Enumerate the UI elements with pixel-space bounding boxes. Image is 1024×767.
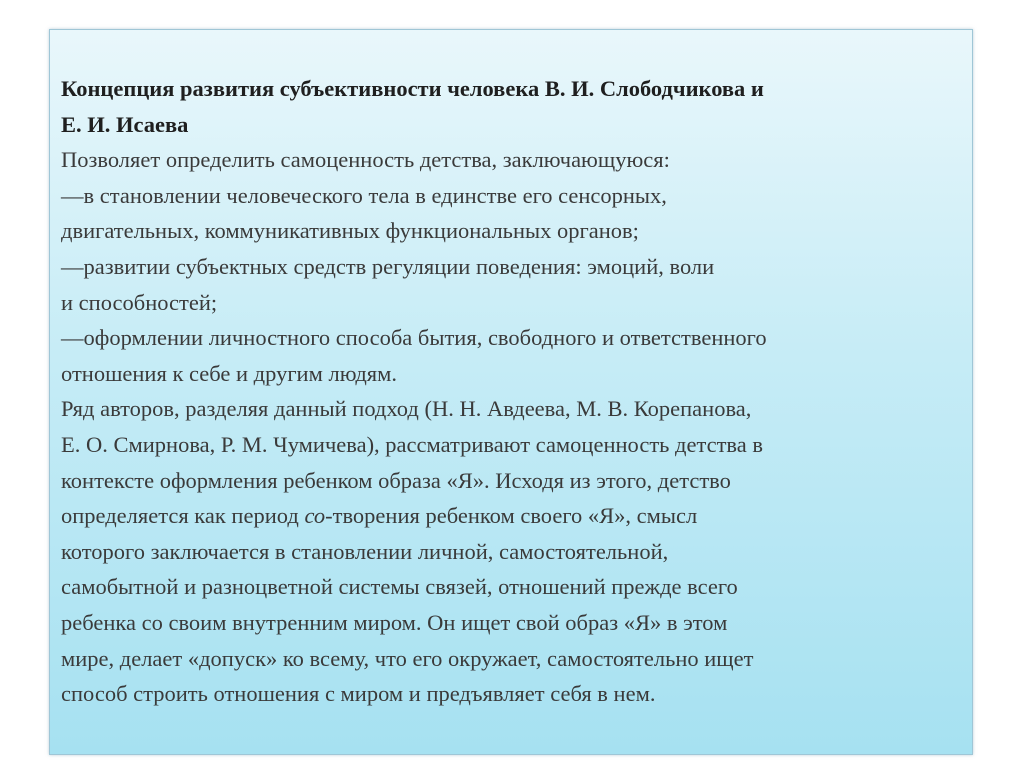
list-item-2-line-2: и способностей; bbox=[61, 289, 218, 315]
list-item-1-line-1: —в становлении человеческого тела в единстве его сенсорных, bbox=[61, 182, 667, 208]
intro-paragraph bbox=[61, 142, 966, 391]
italic-prefix: со bbox=[304, 503, 326, 529]
body-line-7: ребенка со своим внутренним миром. Он ищет свой образ «Я» в этом bbox=[61, 609, 728, 635]
title-line-2: Е. И. Исаева bbox=[61, 111, 189, 137]
body-line-4-start: определяется как период bbox=[61, 503, 305, 529]
body-line-3: контексте оформления ребенком образа «Я». Исходя из этого, детство bbox=[61, 467, 731, 493]
body-line-6: самобытной и разноцветной системы связей, отношений прежде всего bbox=[61, 574, 738, 600]
slide-content bbox=[61, 71, 966, 712]
body-line-9: способ строить отношения с миром и предъявляет себя в нем. bbox=[61, 681, 656, 707]
body-line-8: мире, делает «допуск» ко всему, что его окружает, самостоятельно ищет bbox=[61, 645, 754, 671]
list-item-3-line-2: отношения к себе и другим людям. bbox=[61, 360, 398, 386]
body-line-4-end: -творения ребенком своего «Я», смысл bbox=[325, 503, 698, 529]
intro-line: Позволяет определить самоценность детства, заключающуюся: bbox=[61, 147, 670, 173]
body-line-2: Е. О. Смирнова, Р. М. Чумичева), рассматривают самоценность детства в bbox=[61, 431, 763, 457]
title-line-1: Концепция развития субъективности человека В. И. Слободчикова и bbox=[61, 76, 764, 101]
body-paragraph bbox=[61, 391, 966, 711]
body-line-5: которого заключается в становлении личной, самостоятельной, bbox=[61, 538, 669, 564]
list-item-3-line-1: —оформлении личностного способа бытия, свободного и ответственного bbox=[61, 325, 767, 351]
list-item-2-line-1: —развитии субъектных средств регуляции поведения: эмоций, воли bbox=[61, 253, 715, 279]
body-line-1: Ряд авторов, разделяя данный подход (Н. Н. Авдеева, М. В. Корепанова, bbox=[61, 396, 752, 422]
body-line-4 bbox=[61, 498, 966, 534]
list-item-1-line-2: двигательных, коммуникативных функциональных органов; bbox=[61, 218, 639, 244]
slide-text-box bbox=[49, 29, 973, 755]
slide-title bbox=[61, 71, 966, 142]
